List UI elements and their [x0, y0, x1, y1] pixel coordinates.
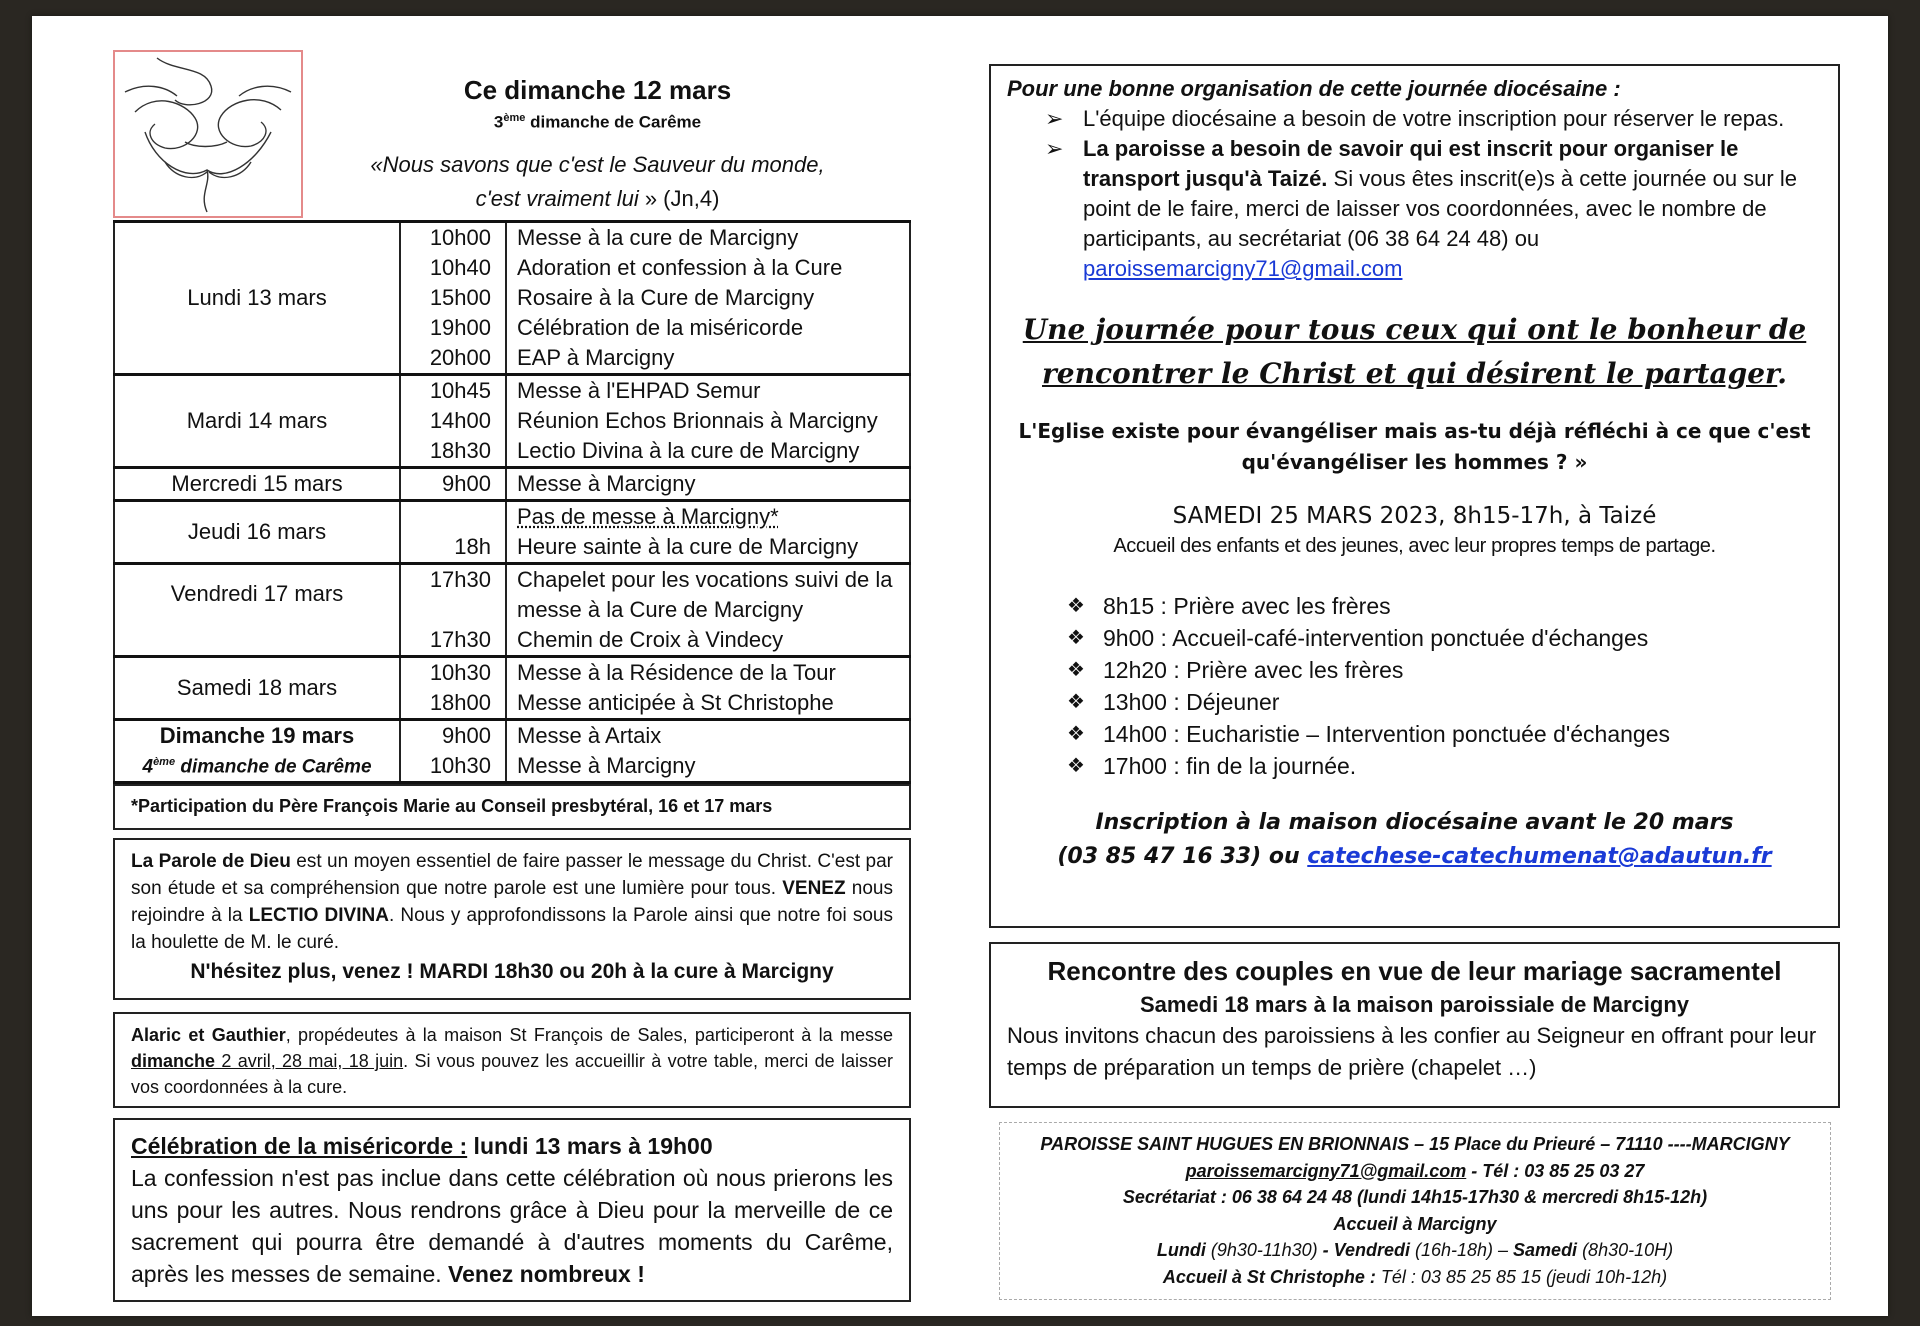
couples-body: Nous invitons chacun des paroissiens à les confier au Seigneur en offrant pour leur temps de préparation un temps de prière (chapelet …): [1007, 1023, 1817, 1080]
schedule-row: [114, 501, 910, 564]
schedule-event: Messe à l'EHPAD Semur: [517, 378, 761, 403]
couples-box: [989, 942, 1840, 1108]
schedule-time: 20h00: [429, 345, 491, 370]
list-item: ➢ L'équipe diocésaine a besoin de votre inscription pour réserver le repas.: [1007, 104, 1822, 134]
schedule-event: Messe à Marcigny: [517, 753, 696, 778]
schedule-time: 19h00: [429, 315, 491, 340]
lectio-call-to-action: N'hésitez plus, venez ! MARDI 18h30 ou 20h à la cure à Marcigny: [190, 960, 834, 983]
schedule-row: [114, 468, 910, 501]
propedeutes-text: Alaric et Gauthier, propédeutes à la maison St François de Sales, participeront à la messe dimanche 2 avril, 28 mai, 18 juin. Si vous pouvez les accueillir à votre table, merci de laisser vos coordonnées à la cure.: [131, 1025, 894, 1097]
schedule-time: 10h45: [429, 378, 491, 403]
lectio-text: La Parole de Dieu est un moyen essentiel de faire passer le message du Christ. C'est par son étude et sa compréhension que notre parole est une lumière pour tous. VENEZ nous rejoindre à la LECTIO DIVINA. Nous y approfondissons la Parole ainsi que notre foi sous la houlette de M. le curé.: [131, 851, 893, 953]
praying-hands-logo: [113, 50, 303, 218]
schedule-day: Mercredi 15 mars: [114, 468, 400, 501]
inscription-info: Inscription à la maison diocésaine avant le 20 mars (03 85 47 16 33) ou catechese-catechumenat@adautun.fr: [1057, 810, 1772, 869]
event-date: SAMEDI 25 MARS 2023, 8h15-17h, à Taizé: [1172, 503, 1657, 529]
page-title: Ce dimanche 12 mars: [463, 75, 732, 105]
schedule-event: Chemin de Croix à Vindecy: [517, 627, 784, 652]
arrow-bullet-icon: ➢: [1045, 136, 1064, 161]
schedule-event: Messe à Artaix: [517, 723, 662, 748]
participation-note-box: [113, 784, 911, 830]
list-item: ❖ 13h00 : Déjeuner: [1007, 686, 1822, 718]
schedule-row: [114, 720, 910, 783]
event-accueil: Accueil des enfants et des jeunes, avec leur propres temps de partage.: [1113, 535, 1716, 557]
schedule-event: Heure sainte à la cure de Marcigny: [517, 534, 859, 559]
couples-subtitle: Samedi 18 mars à la maison paroissiale de Marcigny: [1139, 992, 1690, 1017]
schedule-event: Messe à Marcigny: [517, 471, 696, 496]
script-headline: Une journée pour tous ceux qui ont le bonheur de rencontrer le Christ et qui désirent le partager.: [1022, 313, 1807, 390]
schedule-time: 9h00: [442, 723, 491, 748]
diocesan-heading: Pour une bonne organisation de cette journée diocésaine :: [1007, 76, 1621, 101]
parish-contact-box: PAROISSE SAINT HUGUES EN BRIONNAIS – 15 Place du Prieuré – 71110 ----MARCIGNY paroissemarcigny71@gmail.com - Tél : 03 85 25 03 27 Secrétariat : 06 38 64 24 48 (lundi 14h15-17h30 & mercredi 8h15-12h) Accueil à Marcigny Lundi (9h30-11h30) - Vendredi (16h-18h) – Samedi (8h30-10H) Accueil à St Christophe : Tél : 03 85 25 85 15 (jeudi 10h-12h): [999, 1122, 1831, 1300]
participation-note: *Participation du Père François Marie au Conseil presbytéral, 16 et 17 mars: [131, 796, 773, 816]
hands-drawing-icon: [115, 52, 301, 216]
schedule-event: Messe à la Résidence de la Tour: [517, 660, 836, 685]
diocesan-day-box: [989, 64, 1840, 928]
schedule-event: Célébration de la miséricorde: [517, 315, 804, 340]
schedule-day: Vendredi 17 mars: [114, 564, 400, 657]
catechese-email-link[interactable]: catechese-catechumenat@adautun.fr: [1307, 844, 1772, 869]
schedule-event: Chapelet pour les vocations suivi de la: [517, 567, 893, 592]
schedule-day: Jeudi 16 mars: [114, 501, 400, 564]
schedule-time: 18h30: [429, 438, 491, 463]
schedule-time: 10h40: [429, 255, 491, 280]
list-item: ❖ 12h20 : Prière avec les frères: [1007, 654, 1822, 686]
list-item: ➢ La paroisse a besoin de savoir qui est inscrit pour organiser le transport jusqu'à Taizé. Si vous êtes inscrit(e)s à cette journée ou sur le point de le faire, merci de laisser vos coordonnées, avec le nombre de participants, au secrétariat (06 38 64 24 48) ou paroissemarcigny71@gmail.com: [1045, 136, 1797, 281]
schedule-row: [114, 375, 910, 468]
list-item: ❖ 14h00 : Eucharistie – Intervention ponctuée d'échanges: [1007, 718, 1822, 750]
schedule-row: [114, 657, 910, 720]
schedule-day: Mardi 14 mars: [114, 375, 400, 468]
diamond-bullet-icon: ❖: [1067, 659, 1085, 681]
diocesan-bullets: [1007, 104, 1822, 284]
schedule-time: [401, 595, 491, 625]
diamond-bullet-icon: ❖: [1067, 691, 1085, 713]
eglise-question: L'Eglise existe pour évangéliser mais as-tu déjà réfléchi à ce que c'est qu'évangéliser les hommes ? »: [1018, 419, 1811, 474]
schedule-time: 10h30: [429, 660, 491, 685]
schedule-event: messe à la Cure de Marcigny: [517, 597, 804, 622]
schedule-event: Messe à la cure de Marcigny: [517, 225, 799, 250]
propedeutes-box: [113, 1012, 911, 1108]
lectio-divina-box: [113, 838, 911, 1000]
schedule-day: Dimanche 19 mars 4ème dimanche de Carême: [114, 720, 400, 783]
schedule-event: Lectio Divina à la cure de Marcigny: [517, 438, 860, 463]
misericorde-body: La confession n'est pas inclue dans cette célébration où nous prierons les uns pour les autres. Nous rendrons grâce à Dieu pour la merveille de ce sacrement qui pourra être demandé à d'autres moments du Carême, après les messes de semaine. Venez nombreux !: [131, 1165, 893, 1287]
schedule-event: Réunion Echos Brionnais à Marcigny: [517, 408, 878, 433]
schedule-event: EAP à Marcigny: [517, 345, 675, 370]
schedule-time: 17h30: [429, 627, 491, 652]
diamond-bullet-icon: ❖: [1067, 755, 1085, 777]
schedule-time: 17h30: [429, 567, 491, 592]
liturgical-subtitle: 3ème dimanche de Carême: [493, 112, 702, 132]
schedule-time: 15h00: [429, 285, 491, 310]
schedule-time: 18h00: [429, 690, 491, 715]
program-list: [1007, 590, 1822, 782]
schedule-time: 9h00: [442, 471, 491, 496]
accueil-hours: Lundi (9h30-11h30) - Vendredi (16h-18h) – Samedi (8h30-10H): [1156, 1240, 1674, 1260]
list-item: ❖ 9h00 : Accueil-café-intervention ponctuée d'échanges: [1007, 622, 1822, 654]
footer-email-link[interactable]: paroissemarcigny71@gmail.com: [1185, 1160, 1467, 1181]
secretariat-hours: Secrétariat : 06 38 64 24 48 (lundi 14h15-17h30 & mercredi 8h15-12h): [1122, 1187, 1708, 1207]
list-item: ❖ 8h15 : Prière avec les frères: [1007, 590, 1822, 622]
arrow-bullet-icon: ➢: [1045, 106, 1064, 131]
couples-title: Rencontre des couples en vue de leur mariage sacramentel: [1047, 956, 1782, 986]
schedule-time: 10h30: [429, 753, 491, 778]
parish-email-link[interactable]: paroissemarcigny71@gmail.com: [1083, 256, 1403, 281]
schedule-time: 10h00: [429, 225, 491, 250]
schedule-time: 14h00: [429, 408, 491, 433]
diamond-bullet-icon: ❖: [1067, 627, 1085, 649]
diamond-bullet-icon: ❖: [1067, 595, 1085, 617]
gospel-quote: «Nous savons que c'est le Sauveur du monde, c'est vraiment lui » (Jn,4): [370, 152, 825, 211]
schedule-event: Pas de messe à Marcigny*: [517, 504, 779, 529]
schedule-event: Rosaire à la Cure de Marcigny: [517, 285, 815, 310]
accueil-title: Accueil à Marcigny: [1333, 1213, 1497, 1234]
schedule-row: [114, 222, 910, 375]
st-christophe-hours: Accueil à St Christophe : Tél : 03 85 25 85 15 (jeudi 10h-12h): [1162, 1266, 1668, 1287]
list-item: ❖ 17h00 : fin de la journée.: [1007, 750, 1822, 782]
diamond-bullet-icon: ❖: [1067, 723, 1085, 745]
schedule-day: Lundi 13 mars: [114, 222, 400, 375]
schedule-day: Samedi 18 mars: [114, 657, 400, 720]
misericorde-title: Célébration de la miséricorde : lundi 13 mars à 19h00: [131, 1133, 713, 1159]
schedule-event: Adoration et confession à la Cure: [517, 255, 843, 280]
weekly-schedule-table: [113, 220, 911, 784]
parish-address: PAROISSE SAINT HUGUES EN BRIONNAIS – 15 Place du Prieuré – 71110 ----MARCIGNY: [1040, 1134, 1790, 1154]
schedule-time: 18h: [454, 534, 491, 559]
misericorde-box: [113, 1118, 911, 1302]
schedule-event: Messe anticipée à St Christophe: [517, 690, 834, 715]
schedule-row: [114, 564, 910, 657]
schedule-time: [401, 502, 491, 532]
